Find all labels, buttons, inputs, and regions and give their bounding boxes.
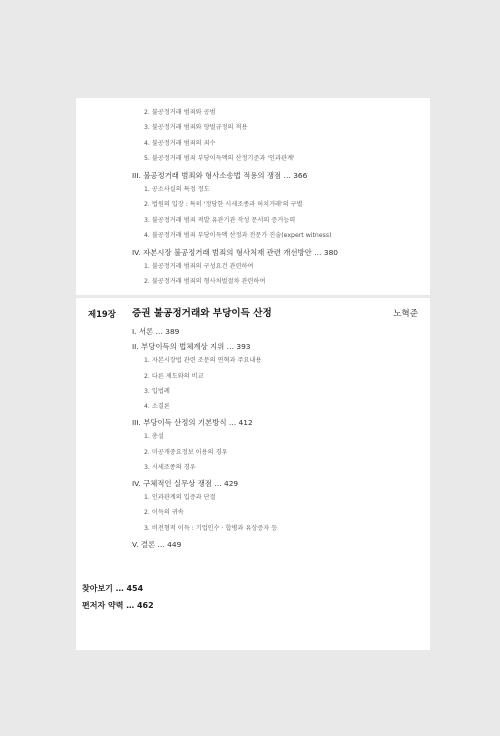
toc-subsection-entry: 2. 미공개중요정보 이용의 경우 bbox=[144, 448, 228, 456]
toc-subsection-entry: 1. 불공정거래 범죄의 구성요건 관련하여 bbox=[144, 263, 254, 270]
chapter-number: 제19장 bbox=[88, 309, 116, 319]
toc-section-entry: III. 부당이득 산정의 기본방식 … 412 bbox=[132, 418, 253, 428]
toc-section-entry: III. 불공정거래 범죄와 형사소송법 적용의 쟁점 … 366 bbox=[132, 170, 308, 180]
toc-subsection-entry: 1. 총설 bbox=[144, 433, 164, 441]
toc-subsection-entry: 3. 불공정거래 범죄 적발 유관기관 작성 문서의 증거능력 bbox=[144, 216, 296, 224]
toc-subsection-entry: 3. 비전형적 이득 : 기업인수 · 합병과 유상증자 등 bbox=[144, 524, 278, 532]
toc-section-entry: V. 결론 … 449 bbox=[132, 539, 182, 549]
toc-section-entry: IV. 구체적인 실무상 쟁점 … 429 bbox=[132, 479, 239, 488]
toc-subsection-entry: 2. 불공정거래 범죄와 공범 bbox=[144, 109, 216, 116]
toc-subsection-entry: 1. 자본시장법 관련 조문의 연혁과 주요내용 bbox=[144, 357, 262, 365]
toc-subsection-entry: 3. 불공정거래 범죄와 양벌규정의 적용 bbox=[144, 124, 248, 132]
toc-subsection-entry: 2. 법원의 입장 : 특히 '정당한 시세조종과 허치거래'의 구별 bbox=[144, 201, 303, 209]
toc-subsection-entry: 4. 소결론 bbox=[144, 403, 170, 410]
toc-index-entry: 찾아보기 … 454 bbox=[82, 584, 144, 593]
toc-section-entry: IV. 자본시장 불공정거래 범죄의 형사처재 관련 개선방안 … 380 bbox=[132, 247, 338, 257]
toc-subsection-entry: 1. 인과관계의 입증과 단절 bbox=[144, 494, 216, 502]
toc-subsection-entry: 2. 다른 제도와의 비교 bbox=[144, 372, 204, 380]
toc-author-bio-entry: 편저자 약력 … 462 bbox=[82, 601, 154, 610]
chapter-author: 노혁준 bbox=[393, 309, 418, 319]
toc-subsection-entry: 5. 불공정거래 범죄 부당이득액의 산정기준과 '인과관계' bbox=[144, 155, 295, 163]
toc-panel-top bbox=[76, 98, 430, 295]
toc-subsection-entry: 1. 공소사실의 특정 정도 bbox=[144, 186, 210, 193]
toc-subsection-entry: 4. 불공정거래 범죄의 죄수 bbox=[144, 139, 216, 147]
toc-section-entry: I. 서론 … 389 bbox=[132, 327, 180, 336]
chapter-title: 증권 불공정거래와 부당이득 산정 bbox=[132, 308, 272, 319]
toc-subsection-entry: 2. 불공정거래 범죄의 형사처벌절차 관련하여 bbox=[144, 278, 266, 286]
toc-subsection-entry: 3. 입법례 bbox=[144, 387, 170, 395]
toc-panel-bottom bbox=[76, 298, 430, 650]
toc-subsection-entry: 4. 불공정거래 범죄 부당이득액 산정과 전문가 진술(expert witness) bbox=[144, 232, 332, 240]
toc-subsection-entry: 3. 시세조종의 경우 bbox=[144, 463, 196, 471]
toc-subsection-entry: 2. 이득의 귀속 bbox=[144, 509, 184, 517]
toc-section-entry: II. 부당이득의 법체계상 지위 … 393 bbox=[132, 342, 251, 352]
